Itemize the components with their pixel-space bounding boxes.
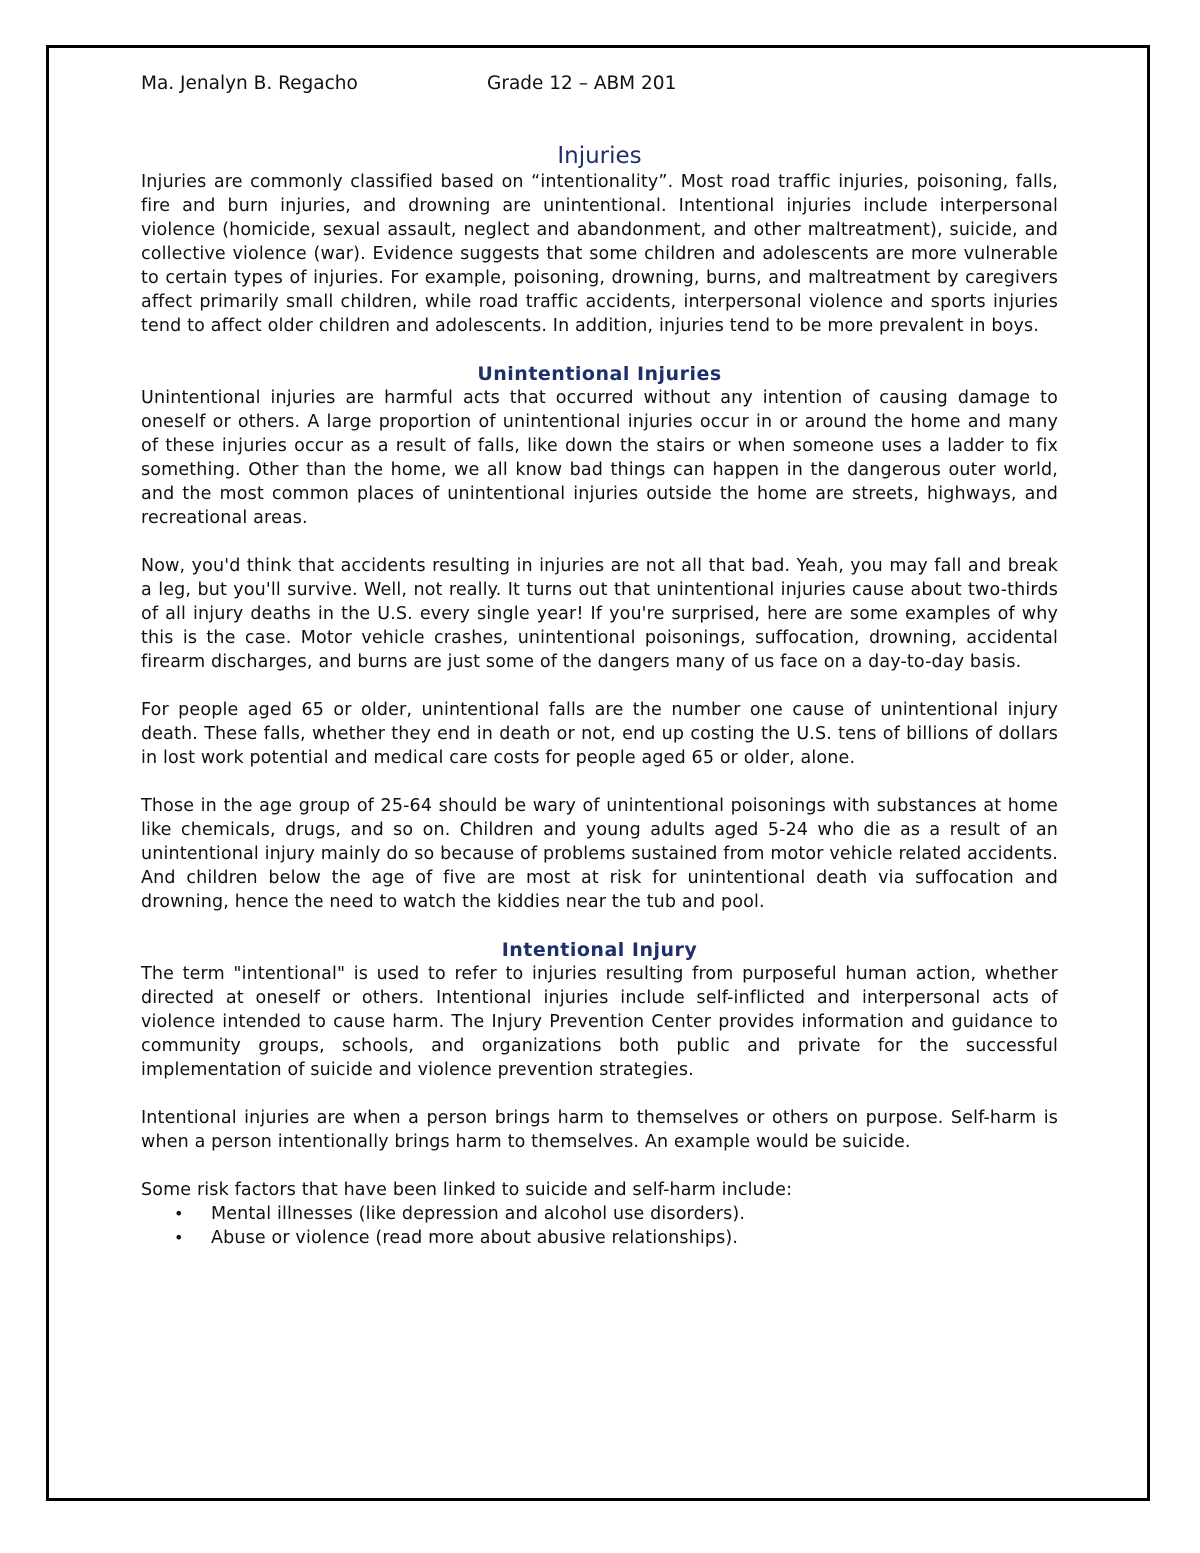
risk-factor-list — [141, 1202, 1058, 1250]
intentional-paragraph-2: Intentional injuries are when a person brings harm to themselves or others on purpose. Self-harm is when a person intentionally brings harm to themselves. An example would be suicide. — [141, 1108, 1058, 1152]
unintentional-paragraph-2: Now, you'd think that accidents resulting in injuries are not all that bad. Yeah, you may fall and break a leg, but you'll survive. Well, not really. It turns out that unintentional injuries cause about two-thirds of all injury deaths in the U.S. every single year! If you're surprised, here are some examples of why this is the case. Motor vehicle crashes, unintentional poisonings, suffocation, drowning, accidental firearm discharges, and burns are just some of the dangers many of us face on a day-to-day basis. — [141, 556, 1058, 672]
intro-paragraph: Injuries are commonly classified based on “intentionality”. Most road traffic injuries, poisoning, falls, fire and burn injuries, and drowning are unintentional. Intentional injuries include interpersonal violence (homicide, sexual assault, neglect and abandonment, and other maltreatment), suicide, and collective violence (war). Evidence suggests that some children and adolescents are more vulnerable to certain types of injuries. For example, poisoning, drowning, burns, and maltreatment by caregivers affect primarily small children, while road traffic accidents, interpersonal violence and sports injuries tend to affect older children and adolescents. In addition, injuries tend to be more prevalent in boys. — [141, 172, 1058, 336]
list-item-text: Mental illnesses (like depression and alcohol use disorders). — [211, 1204, 746, 1224]
intentional-paragraph-3: Some risk factors that have been linked to suicide and self-harm include: — [141, 1180, 793, 1200]
unintentional-paragraph-3: For people aged 65 or older, unintentional falls are the number one cause of unintentional injury death. These falls, whether they end in death or not, end up costing the U.S. tens of billions of dollars in lost work potential and medical care costs for people aged 65 or older, alone. — [141, 700, 1058, 768]
page-title: Injuries — [557, 143, 642, 169]
list-item — [141, 1202, 1058, 1226]
list-item-text: Abuse or violence (read more about abusive relationships). — [211, 1228, 739, 1248]
document-header — [141, 72, 1058, 96]
intentional-heading: Intentional Injury — [501, 939, 698, 961]
bullet-icon: • — [174, 1228, 184, 1247]
student-name: Ma. Jenalyn B. Regacho — [141, 73, 358, 94]
intentional-paragraph-1: The term "intentional" is used to refer to injuries resulting from purposeful human action, whether directed at oneself or others. Intentional injuries include self-inflicted and interpersonal acts of violence intended to cause harm. The Injury Prevention Center provides information and guidance to community groups, schools, and organizations both public and private for the successful implementation of suicide and violence prevention strategies. — [141, 964, 1058, 1080]
student-grade: Grade 12 – ABM 201 — [487, 73, 677, 94]
unintentional-paragraph-1: Unintentional injuries are harmful acts that occurred without any intention of causing damage to oneself or others. A large proportion of unintentional injuries occur in or around the home and many of these injuries occur as a result of falls, like down the stairs or when someone uses a ladder to fix something. Other than the home, we all know bad things can happen in the dangerous outer world, and the most common places of unintentional injuries outside the home are streets, highways, and recreational areas. — [141, 388, 1058, 528]
unintentional-heading: Unintentional Injuries — [477, 363, 722, 385]
document-body — [141, 72, 1058, 1250]
list-item — [141, 1226, 1058, 1250]
unintentional-paragraph-4: Those in the age group of 25-64 should be wary of unintentional poisonings with substances at home like chemicals, drugs, and so on. Children and young adults aged 5-24 who die as a result of an unintentional injury mainly do so because of problems sustained from motor vehicle related accidents. And children below the age of five are most at risk for unintentional death via suffocation and drowning, hence the need to watch the kiddies near the tub and pool. — [141, 796, 1058, 912]
bullet-icon: • — [174, 1204, 184, 1223]
